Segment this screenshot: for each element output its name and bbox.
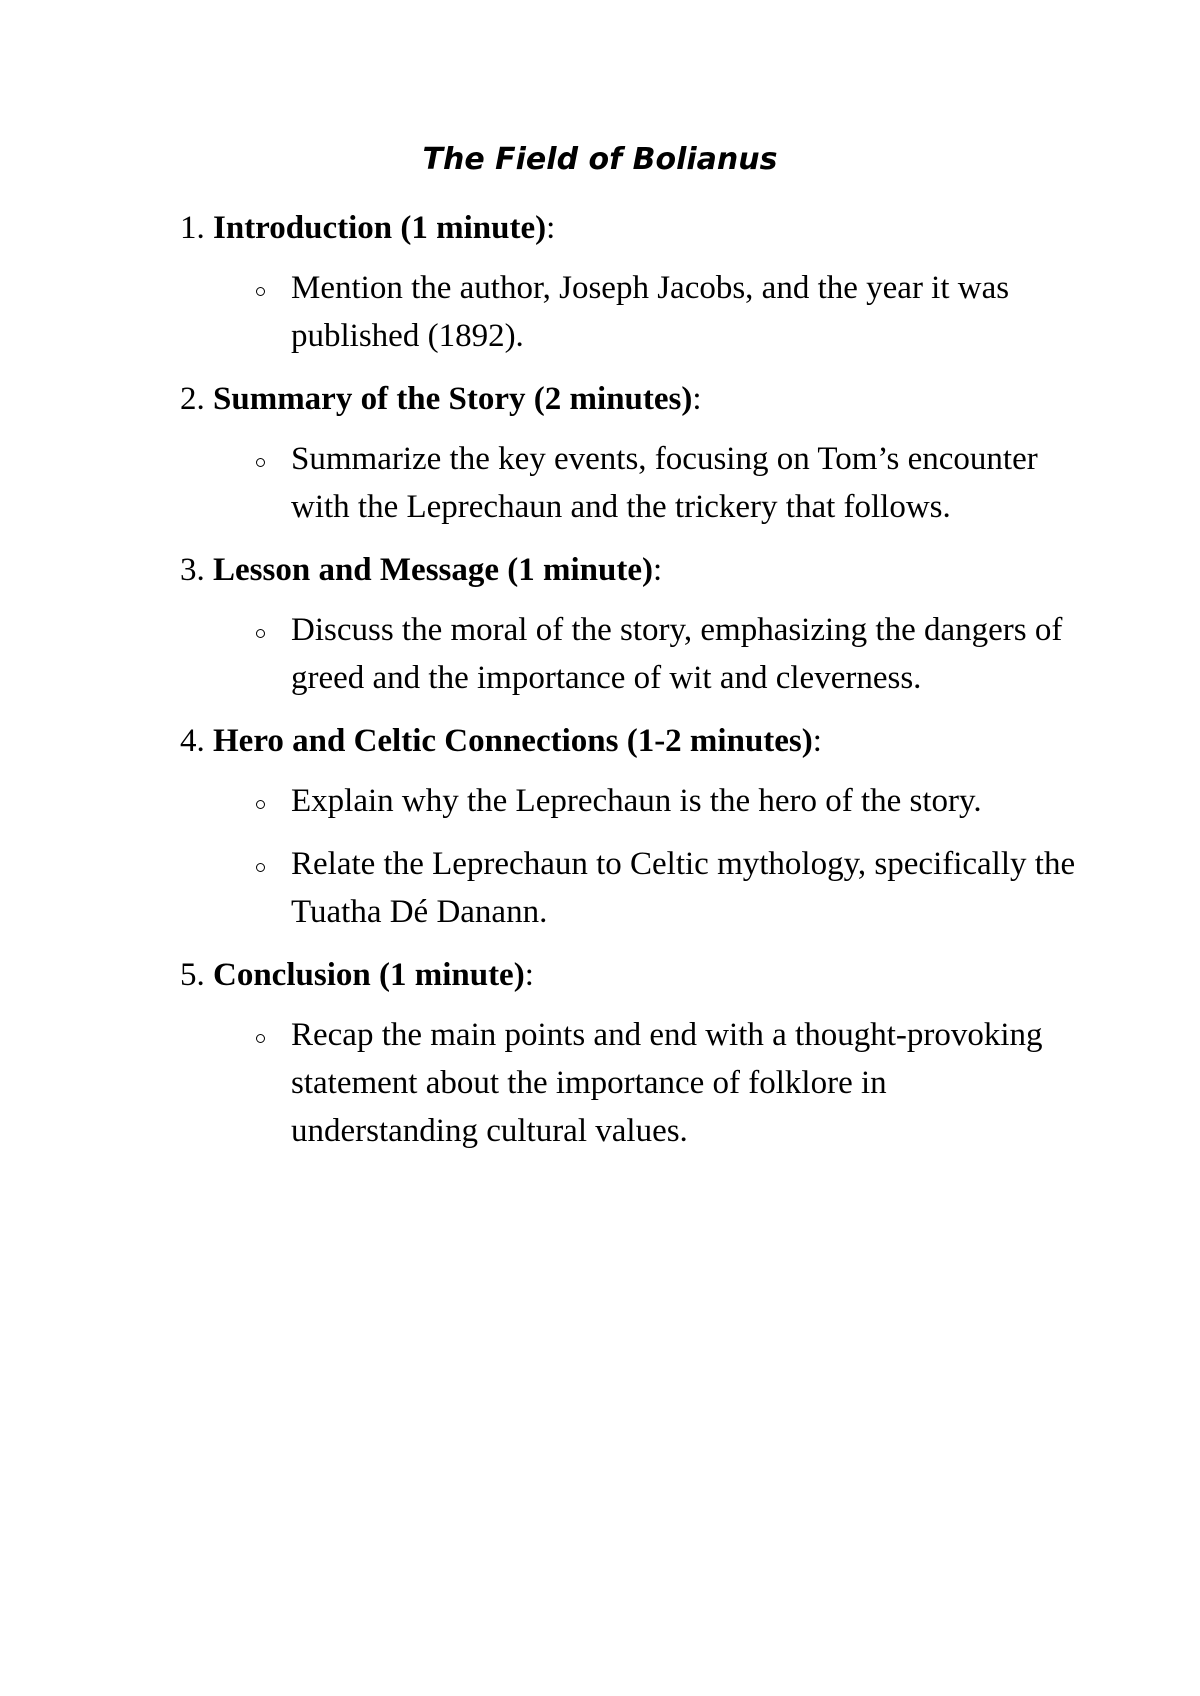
- section-number: 5.: [180, 957, 205, 993]
- section-title: Hero and Celtic Connections (1-2 minutes): [213, 723, 813, 759]
- section-heading: [180, 204, 1080, 252]
- sub-point-text: Recap the main points and end with a thought-provoking statement about the importance of folklore in understanding cultural values.: [291, 1017, 1043, 1149]
- outline-section: [180, 204, 1080, 360]
- hollow-bullet-icon: [256, 863, 265, 872]
- section-colon: :: [692, 381, 702, 417]
- sub-point-text: Mention the author, Joseph Jacobs, and the year it was published (1892).: [291, 270, 1010, 354]
- section-heading: [180, 717, 1080, 765]
- sub-point: [291, 1011, 1080, 1155]
- section-colon: :: [546, 210, 556, 246]
- hollow-bullet-icon: [256, 1034, 265, 1043]
- sub-point: [291, 435, 1080, 531]
- hollow-bullet-icon: [256, 629, 265, 638]
- document-title: The Field of Bolianus: [422, 142, 778, 177]
- section-colon: :: [653, 552, 663, 588]
- sub-point: [291, 264, 1080, 360]
- outline-section: [180, 375, 1080, 531]
- section-number: 3.: [180, 552, 205, 588]
- section-number: 1.: [180, 210, 205, 246]
- section-number: 2.: [180, 381, 205, 417]
- sub-point-list: [180, 264, 1080, 360]
- outline-list: [180, 204, 1080, 1170]
- section-heading: [180, 375, 1080, 423]
- section-number: 4.: [180, 723, 205, 759]
- section-title: Introduction (1 minute): [213, 210, 547, 246]
- sub-point-text: Relate the Leprechaun to Celtic mythology, specifically the Tuatha Dé Danann.: [291, 846, 1076, 930]
- sub-point-text: Explain why the Leprechaun is the hero of the story.: [291, 783, 982, 819]
- sub-point-text: Summarize the key events, focusing on Tom’s encounter with the Leprechaun and the trickery that follows.: [291, 441, 1038, 525]
- sub-point: [291, 606, 1080, 702]
- section-heading: [180, 951, 1080, 999]
- sub-point-list: [180, 606, 1080, 702]
- sub-point: [291, 777, 1080, 825]
- section-title: Summary of the Story (2 minutes): [213, 381, 693, 417]
- sub-point-list: [180, 435, 1080, 531]
- section-colon: :: [812, 723, 822, 759]
- outline-section: [180, 717, 1080, 936]
- sub-point-list: [180, 777, 1080, 936]
- hollow-bullet-icon: [256, 287, 265, 296]
- section-title: Conclusion (1 minute): [213, 957, 525, 993]
- outline-section: [180, 546, 1080, 702]
- sub-point: [291, 840, 1080, 936]
- outline-section: [180, 951, 1080, 1155]
- sub-point-text: Discuss the moral of the story, emphasizing the dangers of greed and the importance of wit and cleverness.: [291, 612, 1063, 696]
- hollow-bullet-icon: [256, 458, 265, 467]
- section-colon: :: [524, 957, 534, 993]
- sub-point-list: [180, 1011, 1080, 1155]
- section-title: Lesson and Message (1 minute): [213, 552, 654, 588]
- section-heading: [180, 546, 1080, 594]
- hollow-bullet-icon: [256, 800, 265, 809]
